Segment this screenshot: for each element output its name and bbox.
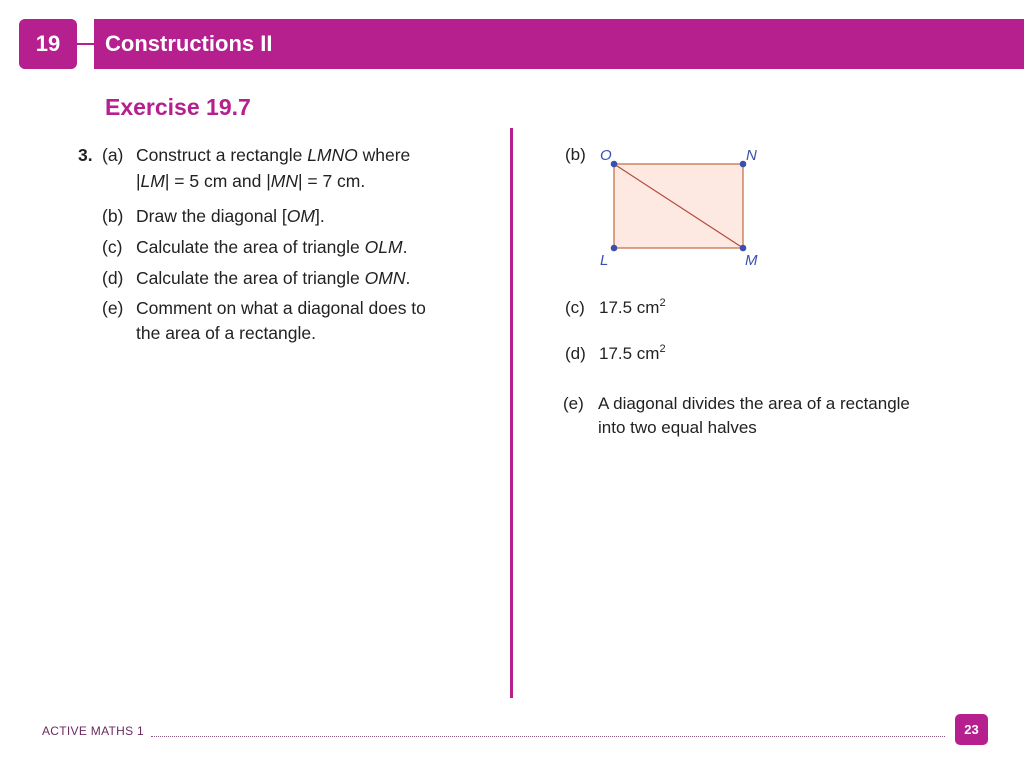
label-n: N bbox=[746, 147, 757, 164]
answer-e-label: (e) bbox=[563, 394, 584, 413]
answer-c-exponent: 2 bbox=[659, 297, 666, 309]
question-a-text-pre: Construct a rectangle bbox=[136, 145, 308, 165]
footer-book-title: ACTIVE MATHS 1 bbox=[42, 724, 144, 738]
question-e-line2: the area of a rectangle. bbox=[136, 323, 316, 343]
question-number: 3. bbox=[78, 145, 93, 165]
q-d-var: OMN bbox=[364, 268, 406, 288]
q-b-var: OM bbox=[286, 206, 315, 226]
q-a-l2-v2: MN bbox=[270, 171, 298, 191]
answer-b-label: (b) bbox=[565, 145, 586, 164]
label-m: M bbox=[745, 252, 758, 269]
question-a-line1 bbox=[78, 144, 93, 166]
q-b-post: ]. bbox=[315, 206, 325, 226]
label-o: O bbox=[600, 147, 612, 164]
answer-d-exponent: 2 bbox=[659, 343, 666, 355]
answer-c-label: (c) bbox=[565, 298, 585, 317]
question-a-text-2 bbox=[136, 170, 365, 192]
answer-d bbox=[599, 343, 666, 365]
question-b-label: (b) bbox=[102, 206, 124, 226]
question-a-text-1 bbox=[136, 144, 410, 166]
question-a-var: LMNO bbox=[307, 145, 358, 165]
answer-d-label: (d) bbox=[565, 344, 586, 363]
q-a-l2-v1: LM bbox=[140, 171, 165, 191]
question-a-text-post: where bbox=[357, 145, 411, 165]
chapter-number-badge bbox=[19, 19, 77, 69]
answer-e-line1: A diagonal divides the area of a rectangle bbox=[598, 394, 910, 413]
question-e bbox=[102, 297, 123, 319]
point-o bbox=[611, 161, 618, 168]
q-a-l2-p1: | bbox=[136, 171, 141, 191]
question-c-text bbox=[136, 236, 407, 258]
page-number-badge bbox=[955, 714, 988, 745]
q-a-l2-p2: | = 5 cm and | bbox=[164, 171, 271, 191]
label-l: L bbox=[600, 252, 609, 269]
answer-d-value: 17.5 cm bbox=[599, 344, 660, 363]
question-e-label: (e) bbox=[102, 298, 124, 318]
answer-e-line2: into two equal halves bbox=[598, 418, 757, 437]
exercise-title: Exercise 19.7 bbox=[105, 94, 251, 120]
question-c bbox=[102, 236, 122, 258]
q-d-post: . bbox=[405, 268, 411, 288]
footer-dotted-rule bbox=[151, 736, 945, 737]
q-a-l2-p3: | = 7 cm. bbox=[297, 171, 366, 191]
question-a-line1-text bbox=[102, 144, 123, 166]
header-connector bbox=[77, 43, 94, 45]
rectangle-diagram bbox=[595, 140, 775, 275]
question-b bbox=[102, 205, 123, 227]
point-l bbox=[611, 245, 618, 252]
question-d bbox=[102, 267, 123, 289]
q-c-post: . bbox=[402, 237, 408, 257]
q-c-pre: Calculate the area of triangle bbox=[136, 237, 365, 257]
page-number: 23 bbox=[964, 722, 979, 737]
question-b-text bbox=[136, 205, 325, 227]
column-divider bbox=[510, 128, 513, 698]
q-c-var: OLM bbox=[364, 237, 403, 257]
question-e-line1: Comment on what a diagonal does to bbox=[136, 298, 426, 318]
answer-c-value: 17.5 cm bbox=[599, 298, 660, 317]
point-m bbox=[740, 245, 747, 252]
question-c-label: (c) bbox=[102, 237, 123, 257]
question-a-label: (a) bbox=[102, 145, 124, 165]
q-d-pre: Calculate the area of triangle bbox=[136, 268, 365, 288]
chapter-number: 19 bbox=[35, 31, 61, 56]
chapter-title: Constructions II bbox=[105, 31, 273, 56]
q-b-pre: Draw the diagonal [ bbox=[136, 206, 287, 226]
question-d-text bbox=[136, 267, 410, 289]
answer-c bbox=[599, 297, 666, 319]
question-d-label: (d) bbox=[102, 268, 124, 288]
